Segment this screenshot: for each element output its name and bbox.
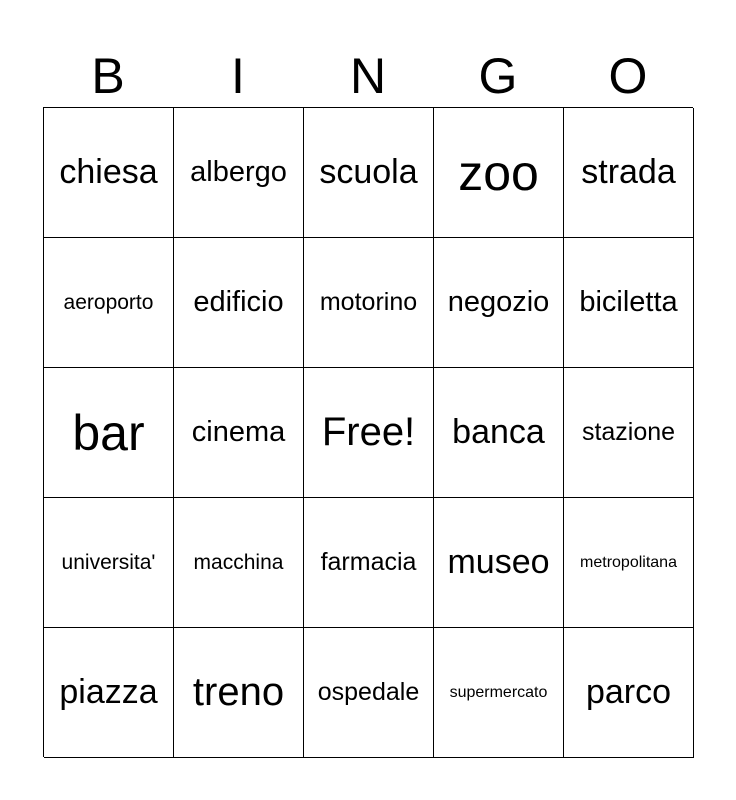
bingo-cell[interactable]: treno bbox=[174, 628, 304, 758]
header-letter-i: I bbox=[231, 48, 245, 104]
bingo-cell[interactable]: biciletta bbox=[564, 238, 694, 368]
bingo-cell[interactable]: supermercato bbox=[434, 628, 564, 758]
bingo-header bbox=[43, 46, 693, 106]
header-letter-b: B bbox=[91, 48, 125, 104]
bingo-cell[interactable]: universita' bbox=[44, 498, 174, 628]
bingo-cell[interactable]: piazza bbox=[44, 628, 174, 758]
free-space-cell[interactable]: Free! bbox=[304, 368, 434, 498]
bingo-cell[interactable]: edificio bbox=[174, 238, 304, 368]
bingo-cell[interactable]: aeroporto bbox=[44, 238, 174, 368]
bingo-cell[interactable]: negozio bbox=[434, 238, 564, 368]
bingo-cell[interactable]: strada bbox=[564, 108, 694, 238]
bingo-cell[interactable]: zoo bbox=[434, 108, 564, 238]
bingo-card bbox=[43, 107, 693, 757]
header-letter-n: N bbox=[349, 48, 387, 104]
bingo-cell[interactable]: farmacia bbox=[304, 498, 434, 628]
bingo-cell[interactable]: stazione bbox=[564, 368, 694, 498]
bingo-cell[interactable]: metropolitana bbox=[564, 498, 694, 628]
bingo-cell[interactable]: albergo bbox=[174, 108, 304, 238]
header-letter-o: O bbox=[608, 48, 648, 104]
bingo-cell[interactable]: ospedale bbox=[304, 628, 434, 758]
bingo-cell[interactable]: scuola bbox=[304, 108, 434, 238]
bingo-cell[interactable]: macchina bbox=[174, 498, 304, 628]
bingo-cell[interactable]: motorino bbox=[304, 238, 434, 368]
header-letter-g: G bbox=[478, 48, 518, 104]
bingo-cell[interactable]: chiesa bbox=[44, 108, 174, 238]
bingo-cell[interactable]: cinema bbox=[174, 368, 304, 498]
bingo-cell[interactable]: museo bbox=[434, 498, 564, 628]
bingo-cell[interactable]: parco bbox=[564, 628, 694, 758]
bingo-cell[interactable]: banca bbox=[434, 368, 564, 498]
bingo-cell[interactable]: bar bbox=[44, 368, 174, 498]
